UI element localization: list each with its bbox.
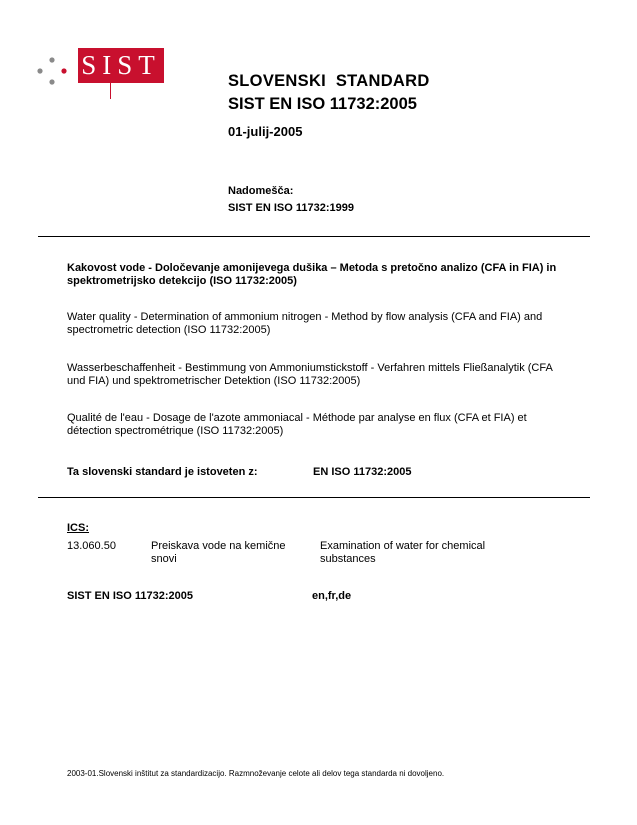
footer-copyright: 2003-01.Slovenski inštitut za standardizacijo. Razmnoževanje celote ali delov tega standarda ni dovoljeno. <box>67 769 445 778</box>
title-english: Water quality - Determination of ammonium nitrogen - Method by flow analysis (CFA and FIA) and spectrometric detection (ISO 11732:2005) <box>67 311 543 336</box>
identical-value: EN ISO 11732:2005 <box>313 466 412 478</box>
sist-logo: SIST <box>78 48 164 83</box>
divider-top <box>38 236 590 237</box>
bottom-standard-number: SIST EN ISO 11732:2005 <box>67 590 193 602</box>
ics-description-sl: Preiskava vode na kemične snovi <box>151 540 286 565</box>
title-french: Qualité de l'eau - Dosage de l'azote ammoniacal - Méthode par analyse en flux (CFA et FIA) et détection spectrométrique (ISO 11732:2005) <box>67 412 527 437</box>
languages: en,fr,de <box>312 590 352 602</box>
ics-description-en: Examination of water for chemical substances <box>320 540 486 565</box>
logo-dots-icon <box>36 56 70 90</box>
logo-rule <box>110 83 111 99</box>
title-slovenian: Kakovost vode - Določevanje amonijevega dušika – Metoda s pretočno analizo (CFA in FIA) in spektrometrijsko detekcijo (ISO 11732:2005) <box>67 262 557 287</box>
standard-label: SLOVENSKI STANDARD <box>228 72 430 90</box>
publication-date: 01-julij-2005 <box>228 124 303 139</box>
divider-bottom <box>38 497 590 498</box>
identical-label: Ta slovenski standard je istoveten z: <box>67 466 258 478</box>
standard-number: SIST EN ISO 11732:2005 <box>228 95 417 113</box>
ics-code: 13.060.50 <box>67 540 116 552</box>
replaces-label: Nadomešča: <box>228 185 294 197</box>
title-german: Wasserbeschaffenheit - Bestimmung von Ammoniumstickstoff - Verfahren mittels Fließanalytik (CFA und FIA) und spektrometrischer Detektion (ISO 11732:2005) <box>67 362 553 387</box>
ics-label: ICS: <box>67 522 89 534</box>
replaces-value: SIST EN ISO 11732:1999 <box>228 202 354 214</box>
